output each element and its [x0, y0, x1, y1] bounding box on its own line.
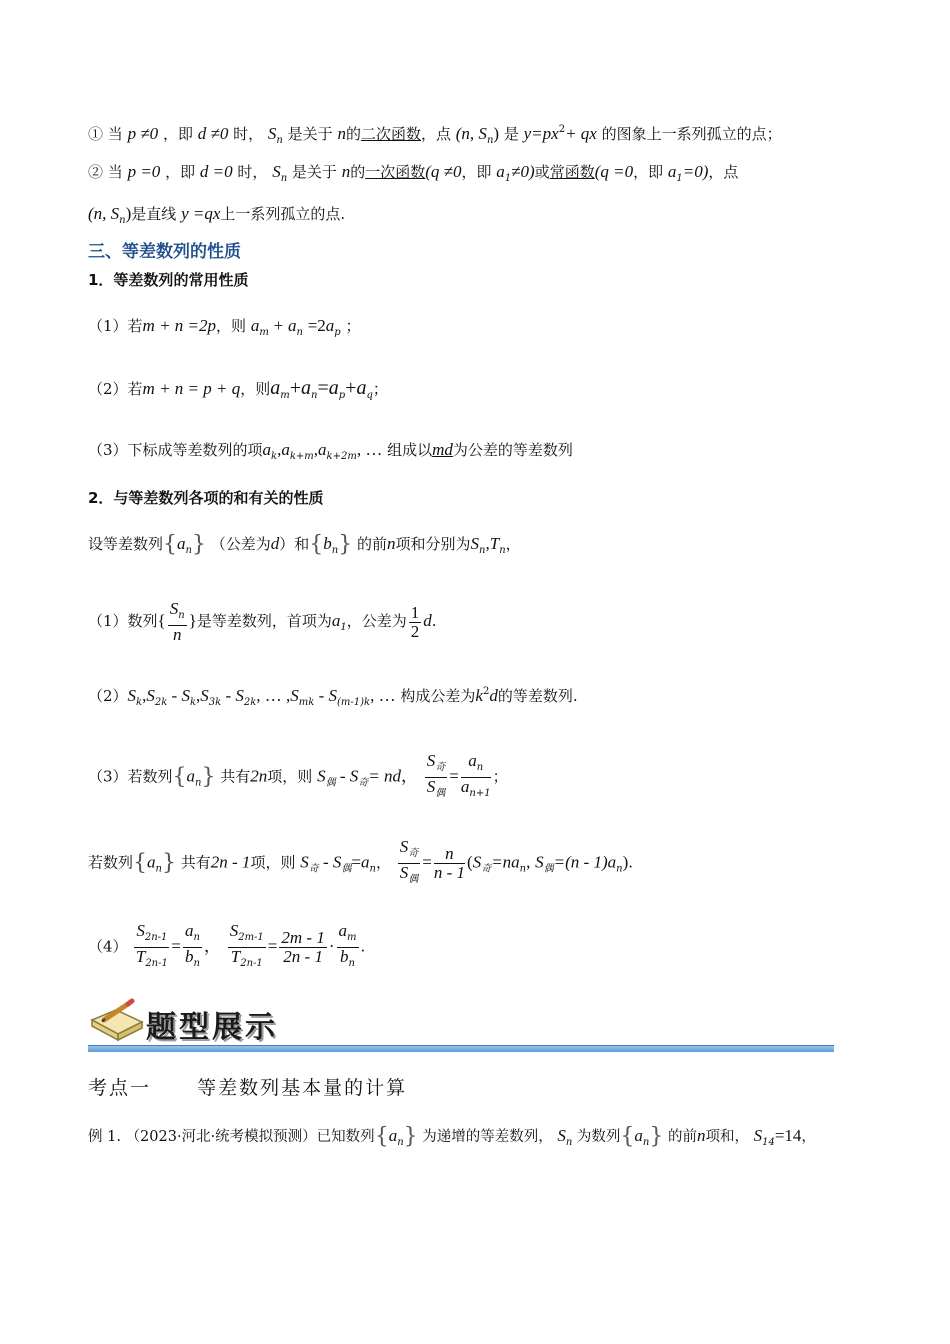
sum-property-3b: 若数列$\{a_n\}$ 共有2n - 1项，则 $S_奇 - S_偶=a_n$， $\frac{S_奇}{S_偶}$ = $\frac{n}{n - 1}$ ($S_奇=na_n$, $S_偶=(n - 1)a_n$).	[88, 838, 633, 889]
frac-n-n1: $\frac{n}{n - 1}$	[433, 844, 466, 882]
property-3: （3）下标成等差数列的项$a_k,a_{k+m},a_{k+2m}$, … 组成以md为公差的等差数列	[88, 440, 573, 462]
item-num: （1）数列	[88, 612, 158, 630]
sub-n: n	[486, 135, 494, 146]
eq-quadratic-2: + qx	[565, 124, 597, 143]
frac-s-t: $\frac{S_{2n-1}}{T_{2n-1}}$	[135, 921, 168, 969]
item-end: 的等差数列.	[497, 687, 578, 705]
link-quadratic: 二次函数	[360, 125, 421, 143]
subsection-2: 2．与等差数列各项的和有关的性质	[88, 489, 324, 507]
eq-mnp: m + n =2p	[142, 316, 217, 335]
item-mid: 是等差数列，首项为	[196, 612, 332, 630]
sum-intro: 设等差数列$\{a_n\}$ （公差为d）和$\{b_n\}$ 的前n项和分别为$S_n,T_n$，	[88, 532, 521, 557]
cond-a1-ne-0: ≠0)	[511, 162, 535, 181]
section-banner	[88, 990, 834, 1054]
example-mid4: 项和，	[705, 1129, 749, 1145]
sn-symbol: S	[267, 124, 277, 143]
frac-sn-n: $\frac{S_n}{n}$	[169, 599, 185, 644]
topic-label: 考点一	[88, 1077, 152, 1099]
intro-p2-cond: p =0	[127, 162, 161, 181]
sum-property-3: （3）若数列$\{a_n\}$ 共有2n项，则 $S_偶 - S_奇=$ nd， $\frac{S_奇}{S_偶}$ = $\frac{a_n}{a_{n+1}}$ ；	[88, 752, 508, 803]
subsection-1: 1．等差数列的常用性质	[88, 271, 249, 289]
intro-p2-mid4: 的	[350, 163, 366, 181]
item-pre: 若数列	[88, 853, 134, 872]
sup-2: 2	[558, 124, 566, 135]
sub-1: 1	[504, 173, 512, 184]
frac-an-bn: $\frac{a_n}{b_n}$	[184, 921, 200, 969]
cond-q-eq-0: (q =0	[594, 162, 634, 181]
item-mid: ，则	[240, 380, 271, 398]
item-mid: 组成以	[387, 441, 433, 459]
intro-mid4: 项和分别为	[395, 535, 471, 553]
frac-s-odd-even: $\frac{S_奇}{S_偶}$	[426, 751, 446, 799]
op-plus: +	[273, 316, 284, 335]
two-n-minus-1: 2n - 1	[210, 852, 251, 872]
intro-p2-mid7: ，即	[633, 163, 664, 181]
eq-s-odd: =na	[491, 852, 520, 872]
sub-n: n	[311, 390, 318, 401]
item-end: .	[431, 612, 437, 630]
eq-2ap: =2	[307, 316, 326, 335]
item-end: 为公差的等差数列	[452, 441, 573, 459]
example-mid3: 的前	[667, 1129, 697, 1145]
item-end: ；	[345, 317, 361, 335]
akm-symbol: a	[281, 440, 290, 459]
sub-m: m	[280, 390, 290, 401]
an-symbol: a	[177, 534, 186, 553]
topic-heading	[88, 1076, 407, 1100]
intro-mid3: 的前	[357, 535, 388, 553]
frac-s-t-m: $\frac{S_{2m-1}}{T_{2n-1}}$	[229, 921, 264, 969]
intro-pre: 设等差数列	[88, 535, 164, 553]
sub-1: 1	[676, 173, 683, 184]
example-source: （2023·河北·统考模拟预测）已知数列	[125, 1129, 375, 1145]
book-pencil-icon	[88, 990, 146, 1042]
ap-symbol: a	[325, 316, 335, 335]
eq-nd: = nd	[368, 766, 401, 786]
sum-property-4: （4） $\frac{S_{2n-1}}{T_{2n-1}}$ = $\frac{a_n}{b_n}$ ， $\frac{S_{2m-1}}{T_{2n-1}}$ = $\frac{2m - 1}{2n - 1}$ · $\frac{a_m}{b_n}$ .	[88, 922, 365, 973]
banner-title: 题型展示	[146, 1010, 278, 1045]
item-mid1: 共有	[180, 853, 211, 872]
intro-p1-mid6: 是	[503, 125, 519, 143]
item-num: （4）	[88, 937, 128, 956]
aq-symbol: a	[356, 377, 367, 399]
intro-p2-mid2: 时，	[237, 163, 268, 181]
section-title: 三、等差数列的性质	[88, 242, 241, 262]
sub-n: n	[185, 545, 192, 556]
op-eq: =	[317, 377, 329, 399]
var-n: n	[341, 162, 351, 181]
sub-n: n	[296, 327, 303, 338]
seq-dots: , …	[356, 440, 383, 459]
item-end: .	[360, 937, 366, 956]
a1-symbol: a	[331, 611, 341, 630]
am-symbol: a	[270, 377, 281, 399]
link-linear: 一次函数	[365, 163, 426, 181]
sub-m: m	[259, 327, 269, 338]
ak-symbol: a	[262, 440, 272, 459]
t-symbol: T	[489, 534, 500, 553]
item-end: .	[628, 853, 634, 872]
intro-p2-mid1: ，即	[165, 163, 196, 181]
intro-p1-mid2: 时，	[233, 125, 264, 143]
example-1: 例 1. （2023·河北·统考模拟预测）已知数列$\{a_n\}$ 为递增的等差数列， $S_n$ 为数列$\{a_n\}$ 的前n项和， $S_{14}=14$，	[88, 1124, 816, 1149]
item-end: ；	[372, 380, 388, 398]
cond-q-ne-0: (q ≠0	[425, 162, 462, 181]
eq-s14: =14	[774, 1126, 802, 1145]
example-label: 例 1.	[88, 1129, 121, 1145]
intro-p1-end: 的图象上一系列孤立的点；	[601, 125, 782, 143]
d-symbol: d	[423, 611, 432, 630]
eq-mnpq: m + n = p + q	[142, 379, 241, 398]
intro-p2-mid3: 是关于	[291, 163, 337, 181]
sub-n: n	[479, 545, 486, 556]
sub-1: 1	[340, 622, 347, 633]
item-mid3: ，	[375, 853, 391, 872]
comma: ,	[485, 534, 490, 553]
intro-line-3: (n, $S_n$)是直线 y =qx上一系列孤立的点.	[88, 204, 346, 226]
item-num: （3）若数列	[88, 767, 173, 786]
bn-symbol: b	[323, 534, 332, 553]
op-plus: +	[289, 377, 302, 399]
ak2m-symbol: a	[318, 440, 327, 459]
intro-p3-end: 上一系列孤立的点.	[220, 205, 346, 223]
n-symbol: n	[696, 1126, 706, 1145]
item-mid2: 项，则	[267, 767, 313, 786]
an-symbol: a	[287, 316, 297, 335]
frac-2m-2n: $\frac{2m - 1}{2n - 1}$	[281, 928, 325, 966]
sub-n: n	[119, 215, 126, 226]
cond-a1-eq-0: =0)	[682, 162, 709, 181]
sup-2: 2	[482, 686, 490, 697]
intro-line-2	[88, 160, 738, 191]
intro-p1-mid1: ，即	[162, 125, 193, 143]
comma: ,	[277, 440, 282, 459]
intro-p2-mid5: ，即	[461, 163, 492, 181]
ap-symbol: a	[328, 377, 339, 399]
intro-p2-end: ，点	[708, 163, 739, 181]
item-end: ；	[492, 767, 508, 786]
sn-symbol: S	[272, 162, 281, 181]
topic-title: 等差数列基本量的计算	[197, 1077, 408, 1099]
sum-property-1: （1）数列{ $\frac{S_n}{n}$ }是等差数列，首项为$a_1$，公差为 $\frac{1}{2}$ d.	[88, 599, 437, 644]
intro-line-1: ① 当 p ≠0 ，即 d ≠0 时， $S_n$ 是关于 n的二次函数，点 (n, $S_n$) 是 $y=px^2+$ qx 的图象上一系列孤立的点；	[88, 124, 782, 146]
link-constant: 常函数	[549, 163, 595, 181]
sub-n: n	[499, 545, 506, 556]
item-mid: 构成公差为	[400, 687, 476, 705]
eq-quadratic: y=px	[523, 124, 559, 143]
k-symbol: k	[475, 686, 483, 705]
frac-half: $\frac{1}{2}$	[410, 602, 420, 641]
a1-symbol: a	[667, 162, 677, 181]
d-symbol: d	[489, 686, 498, 705]
md-symbol: md	[432, 440, 453, 459]
intro-p2-cond2: d =0	[199, 162, 233, 181]
frac-am-bn: $\frac{a_m}{b_n}$	[338, 921, 357, 969]
sub-n: n	[276, 135, 283, 146]
d-symbol: d	[270, 534, 280, 553]
item-mid2: ，公差为	[346, 612, 407, 630]
property-1	[88, 314, 361, 345]
eq-line: y =qx	[181, 204, 221, 223]
property-2	[88, 376, 388, 408]
sum-property-2: $(2)S_k,S_{2k} - S_k,S_{3k} - S_{2k}$, … $,S_{mk} - S_{(m-1)k}$, … 构成公差为$k^2d$的等差数列.	[88, 686, 578, 708]
intro-p1-cond: p ≠0	[127, 124, 159, 143]
frac-an-an1: $\frac{a_n}{a_{n+1}}$	[460, 751, 491, 799]
two-n: 2n	[250, 766, 268, 786]
intro-mid2: ）和	[279, 535, 310, 553]
banner-divider	[88, 1045, 834, 1052]
a1-symbol: a	[496, 162, 505, 181]
item-num: （1）若	[88, 317, 143, 335]
intro-p1-mid4: 的	[345, 125, 361, 143]
point-n-sn: (n, S	[88, 204, 120, 223]
am-symbol: a	[250, 316, 260, 335]
an-symbol: a	[301, 377, 312, 399]
item-mid: ，则	[216, 317, 247, 335]
op-plus: +	[345, 377, 357, 399]
intro-end: ，	[505, 535, 521, 553]
example-end: ，	[801, 1129, 816, 1145]
example-mid2: 为数列	[576, 1129, 621, 1145]
item-mid1: 共有	[220, 767, 251, 786]
intro-mid1: （公差为	[210, 535, 271, 553]
item-num: （2）	[88, 687, 128, 705]
intro-p2-pre: ② 当	[88, 163, 123, 181]
item-num: （2）若	[88, 380, 143, 398]
intro-p1-mid5: ，点	[420, 125, 451, 143]
op-eq: =	[351, 852, 361, 872]
sub-n: n	[331, 545, 339, 556]
var-n: n	[337, 124, 346, 143]
n-symbol: n	[387, 534, 396, 553]
item-num: （3）下标成等差数列的项	[88, 441, 263, 459]
item-mid2: 项，则	[250, 853, 296, 872]
sub-q: q	[366, 390, 373, 401]
sub-p: p	[334, 327, 341, 338]
intro-p1-pre: ① 当	[88, 125, 123, 143]
example-mid1: 为递增的等差数列，	[422, 1129, 553, 1145]
comma: ,	[313, 440, 319, 459]
intro-p1-cond2: d ≠0	[197, 124, 229, 143]
sub-n: n	[280, 173, 288, 184]
intro-p3-mid: 是直线	[131, 205, 177, 223]
frac-s-odd-even-b: $\frac{S_奇}{S_偶}$	[399, 837, 419, 885]
point-n-sn: (n, S	[455, 124, 487, 143]
sub-p: p	[338, 390, 346, 401]
intro-p1-mid3: 是关于	[287, 125, 333, 143]
intro-p2-mid6: 或	[534, 163, 550, 181]
s-symbol: S	[470, 534, 480, 553]
eq-s-even: =(n - 1)a	[553, 852, 617, 872]
